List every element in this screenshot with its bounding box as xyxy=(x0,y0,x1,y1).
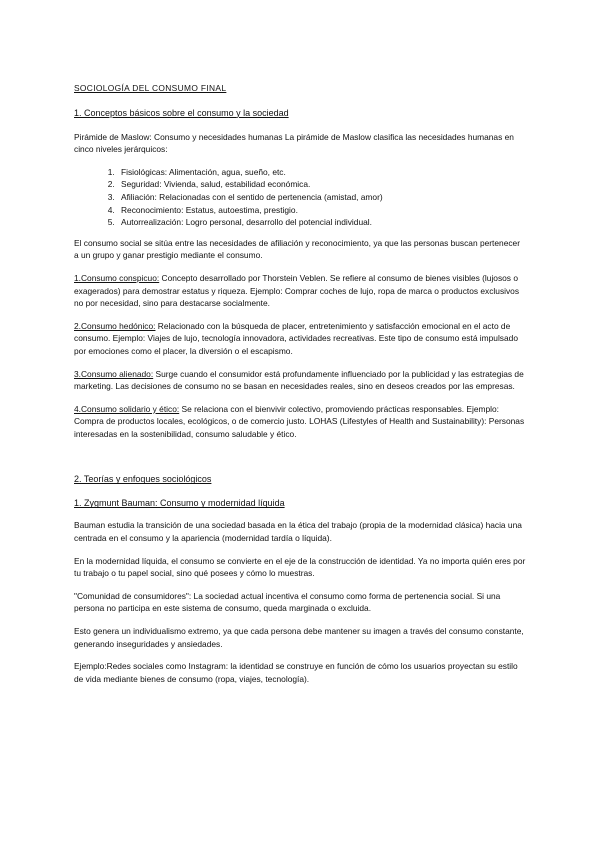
need-text: : Alimentación, agua, sueño, etc. xyxy=(164,166,286,177)
consumption-type-text: Relacionado con la búsqueda de placer, entretenimiento y satisfacción emocional en el acto de consumo. Ejemplo: Viajes de lujo, tecnología innovadora, actividades recreativas. Este tipo de consumo está impulsado por emociones como el placer, la diversión o el escapismo. xyxy=(74,320,518,356)
section-spacer xyxy=(74,450,526,473)
bauman-paragraph: "Comunidad de consumidores": La sociedad actual incentiva el consumo como forma de pertenencia social. Si una persona no participa en este sistema de consumo, queda marginada o excluida. xyxy=(74,590,501,614)
list-item xyxy=(117,216,526,229)
list-item xyxy=(117,191,526,204)
consumption-type-text: Se relaciona con el bienvivir colectivo, promoviendo prácticas responsables. Ejemplo: Compra de productos locales, ecológicos, o de comercio justo. LOHAS (Lifestyles of Health and Sustainability): Personas interesadas en la sostenibilidad, consumo saludable y ético. xyxy=(74,403,525,439)
bauman-paragraph: Esto genera un individualismo extremo, ya que cada persona debe mantener su imagen a través del consumo constante, generando inseguridades y ansiedades. xyxy=(74,626,524,649)
list-item xyxy=(117,178,526,191)
consumption-type-label: 1.Consumo conspicuo: xyxy=(74,272,160,283)
need-label: Reconocimiento xyxy=(121,204,182,215)
document-title: SOCIOLOGÍA DEL CONSUMO FINAL xyxy=(74,83,227,93)
consumption-type-text: Concepto desarrollado por Thorstein Veblen. Se refiere al consumo de bienes visibles (lujosos o exagerados) para demostrar estatus y riqueza. Ejemplo: Comprar coches de lujo, ropa de marca o productos exclusivos no por necesidad, sino para destacarse socialmente. xyxy=(74,272,520,309)
list-item xyxy=(117,204,526,217)
need-label: Autorrealización xyxy=(121,217,182,228)
bauman-subheading: 1. Zygmunt Bauman: Consumo y modernidad líquida xyxy=(74,498,285,509)
list-item xyxy=(117,166,526,179)
maslow-intro: Pirámide de Maslow: Consumo y necesidades humanas La pirámide de Maslow clasifica las necesidades humanas en cinco niveles jerárquicos: xyxy=(74,131,514,155)
need-text: : Relacionadas con el sentido de pertenencia (amistad, amor) xyxy=(154,191,383,202)
bauman-paragraph: Bauman estudia la transición de una sociedad basada en la ética del trabajo (propia de la modernidad clásica) hacia una centrada en el consumo y la apariencia (modernidad tardía o líquida). xyxy=(74,520,522,544)
consumption-type-conspicuous xyxy=(74,272,526,310)
need-label: Fisiológicas xyxy=(121,166,165,177)
consumption-type-label: 3.Consumo alienado: xyxy=(74,368,154,379)
need-text: : Estatus, autoestima, prestigio. xyxy=(181,204,298,215)
section-2-heading: 2. Teorías y enfoques sociológicos xyxy=(74,474,212,485)
social-consumption-paragraph: El consumo social se sitúa entre las necesidades de afiliación y reconocimiento, ya que las personas buscan pertenecer a un grupo y ganar prestigio mediante el consumo. xyxy=(74,237,520,261)
bauman-paragraph: En la modernidad líquida, el consumo se convierte en el eje de la construcción de identidad. Ya no importa quién eres por tu trabajo o tu papel social, sino qué posees y cómo lo muestras. xyxy=(74,555,526,579)
need-text: : Logro personal, desarrollo del potencial individual. xyxy=(181,217,372,228)
maslow-needs-list xyxy=(74,166,526,229)
document-content xyxy=(74,82,526,695)
consumption-type-label: 2.Consumo hedónico: xyxy=(74,320,156,331)
bauman-paragraph: Ejemplo:Redes sociales como Instagram: la identidad se construye en función de cómo los usuarios proyectan su estilo de vida mediante bienes de consumo (ropa, viajes, tecnología). xyxy=(74,661,518,684)
consumption-type-ethical xyxy=(74,403,526,441)
section-1-heading: 1. Conceptos básicos sobre el consumo y la sociedad xyxy=(74,107,289,118)
need-label: Afiliación xyxy=(121,191,155,202)
consumption-type-alienated xyxy=(74,368,526,393)
consumption-type-text: Surge cuando el consumidor está profundamente influenciado por la publicidad y las estrategias de marketing. Las decisiones de consumo no se basan en necesidades reales, sino en deseos creados por las empresas. xyxy=(74,368,524,392)
consumption-type-hedonic xyxy=(74,320,526,358)
need-text: : Vivienda, salud, estabilidad económica. xyxy=(159,179,311,190)
need-label: Seguridad xyxy=(121,179,160,190)
consumption-type-label: 4.Consumo solidario y ético: xyxy=(74,403,180,414)
